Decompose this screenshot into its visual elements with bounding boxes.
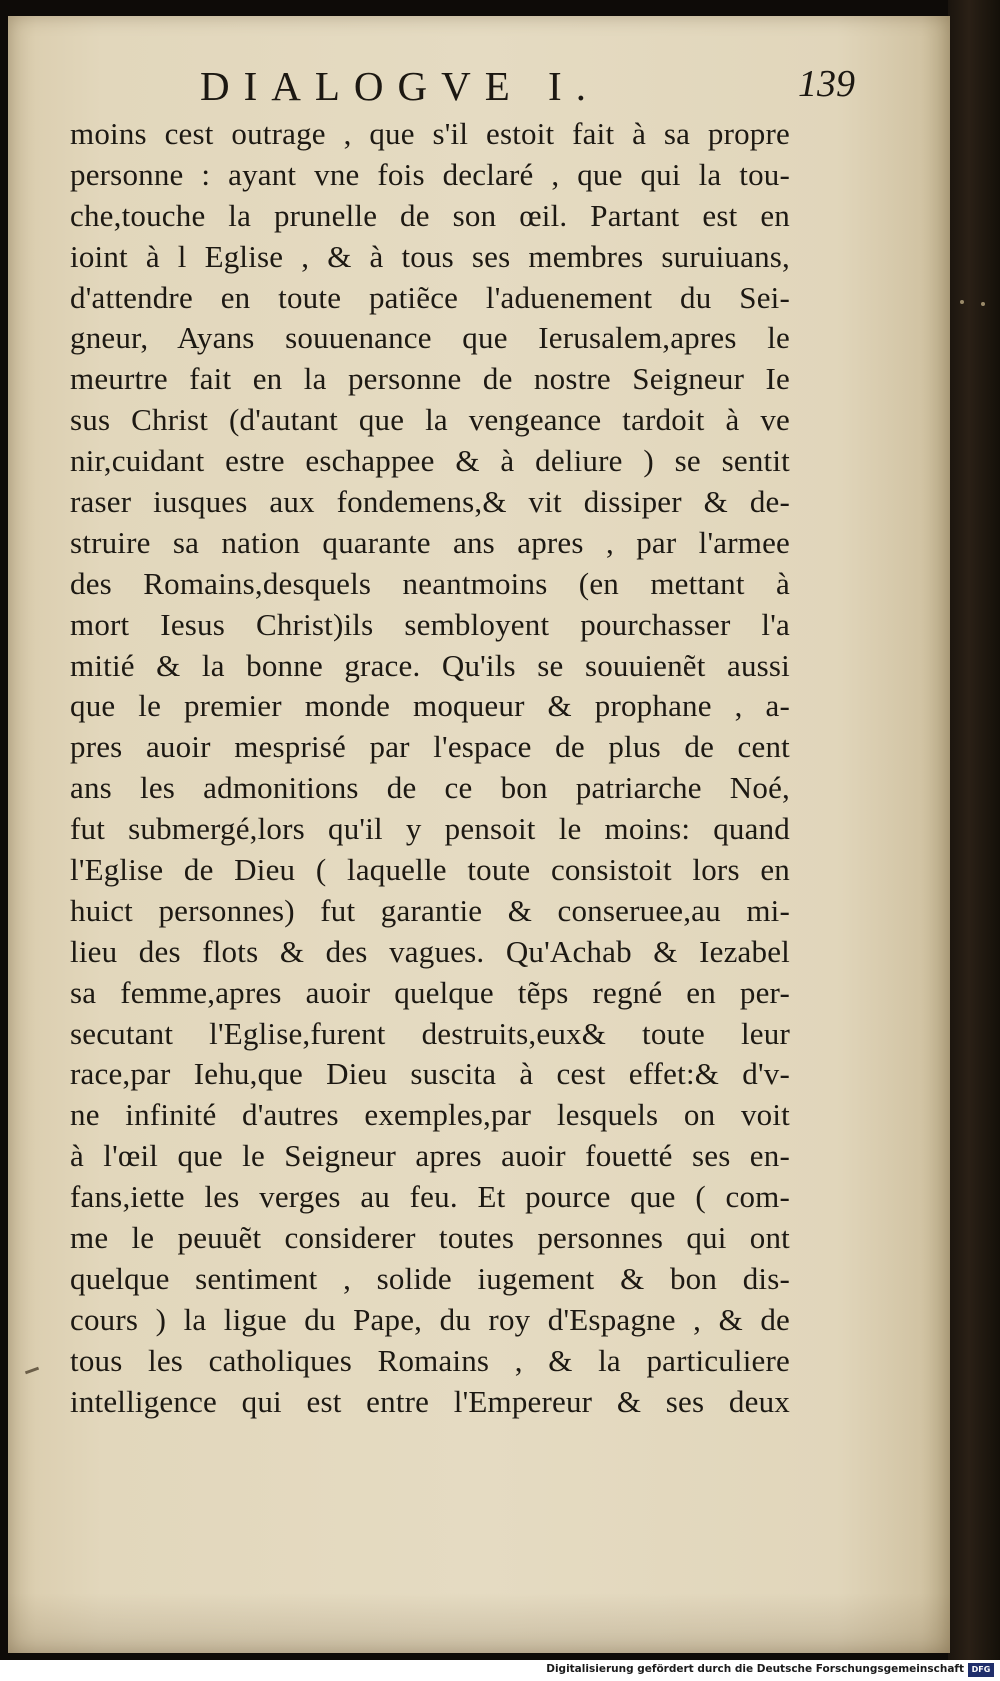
text-line: secutant l'Eglise,furent destruits,eux& toute leur	[70, 1015, 790, 1051]
running-head	[8, 62, 950, 112]
edge-speck	[981, 302, 985, 306]
text-line: me le peuuẽt considerer toutes personnes qui ont	[70, 1220, 790, 1256]
margin-mark	[25, 1367, 39, 1375]
text-line: intelligence qui est entre l'Empereur & ses deux	[70, 1383, 790, 1419]
text-line: ioint à l Eglise , & à tous ses membres suruiuans,	[70, 238, 790, 274]
text-line: nir,cuidant estre eschappee & à deliure ) se sentit	[70, 443, 790, 479]
text-line: mitié & la bonne grace. Qu'ils se souuienẽt aussi	[70, 647, 790, 683]
text-line: l'Eglise de Dieu ( laquelle toute consistoit lors en	[70, 852, 790, 888]
text-line: struire sa nation quarante ans apres , par l'armee	[70, 524, 790, 560]
text-line: quelque sentiment , solide iugement & bon dis-	[70, 1260, 790, 1296]
page-bottom-shade	[8, 1593, 950, 1653]
text-line: huict personnes) fut garantie & conseruee,au mi-	[70, 892, 790, 928]
text-line: fans,iette les verges au feu. Et pource que ( com-	[70, 1179, 790, 1215]
text-line: des Romains,desquels neantmoins (en mettant à	[70, 565, 790, 601]
text-line: fut submergé,lors qu'il y pensoit le moins: quand	[70, 811, 790, 847]
text-line: moins cest outrage , que s'il estoit fait à sa propre	[70, 116, 790, 151]
text-line: que le premier monde moqueur & prophane , a-	[70, 688, 790, 724]
text-line: ne infinité d'autres exemples,par lesquels on voit	[70, 1097, 790, 1133]
text-line: meurtre fait en la personne de nostre Seigneur Ie	[70, 361, 790, 397]
text-line: mort Iesus Christ)ils sembloyent pourchasser l'a	[70, 606, 790, 642]
page-number: 139	[798, 63, 855, 105]
text-line: gneur, Ayans souuenance que Ierusalem,apres le	[70, 320, 790, 356]
body-text	[70, 114, 790, 1423]
text-line: che,touche la prunelle de son œil. Partant est en	[70, 197, 790, 233]
running-head-title: DIALOGVE I.	[200, 63, 600, 109]
text-line: sus Christ (d'autant que la vengeance tardoit à ve	[70, 402, 790, 438]
book-edge-shadow	[948, 0, 1000, 1660]
text-line: sa femme,apres auoir quelque tẽps regné en per-	[70, 974, 790, 1010]
text-line: personne : ayant vne fois declaré , que qui la tou-	[70, 156, 790, 192]
edge-speck	[960, 300, 964, 304]
text-line: pres auoir mesprisé par l'espace de plus de cent	[70, 729, 790, 765]
funding-credit: Digitalisierung gefördert durch die Deutsche Forschungsgemeinschaft	[546, 1663, 964, 1675]
text-line: à l'œil que le Seigneur apres auoir fouetté ses en-	[70, 1138, 790, 1174]
text-line: cours ) la ligue du Pape, du roy d'Espagne , & de	[70, 1301, 790, 1337]
text-line: ans les admonitions de ce bon patriarche Noé,	[70, 770, 790, 806]
text-line: lieu des flots & des vagues. Qu'Achab & Iezabel	[70, 933, 790, 969]
text-line: d'attendre en toute patiẽce l'aduenement du Sei-	[70, 279, 790, 315]
text-line: raser iusques aux fondemens,& vit dissiper & de-	[70, 484, 790, 520]
book-page	[8, 16, 950, 1653]
dfg-logo: DFG	[968, 1663, 994, 1677]
text-line: race,par Iehu,que Dieu suscita à cest effet:& d'v-	[70, 1056, 790, 1092]
text-line: tous les catholiques Romains , & la particuliere	[70, 1342, 790, 1378]
digitization-footer	[0, 1660, 1000, 1681]
